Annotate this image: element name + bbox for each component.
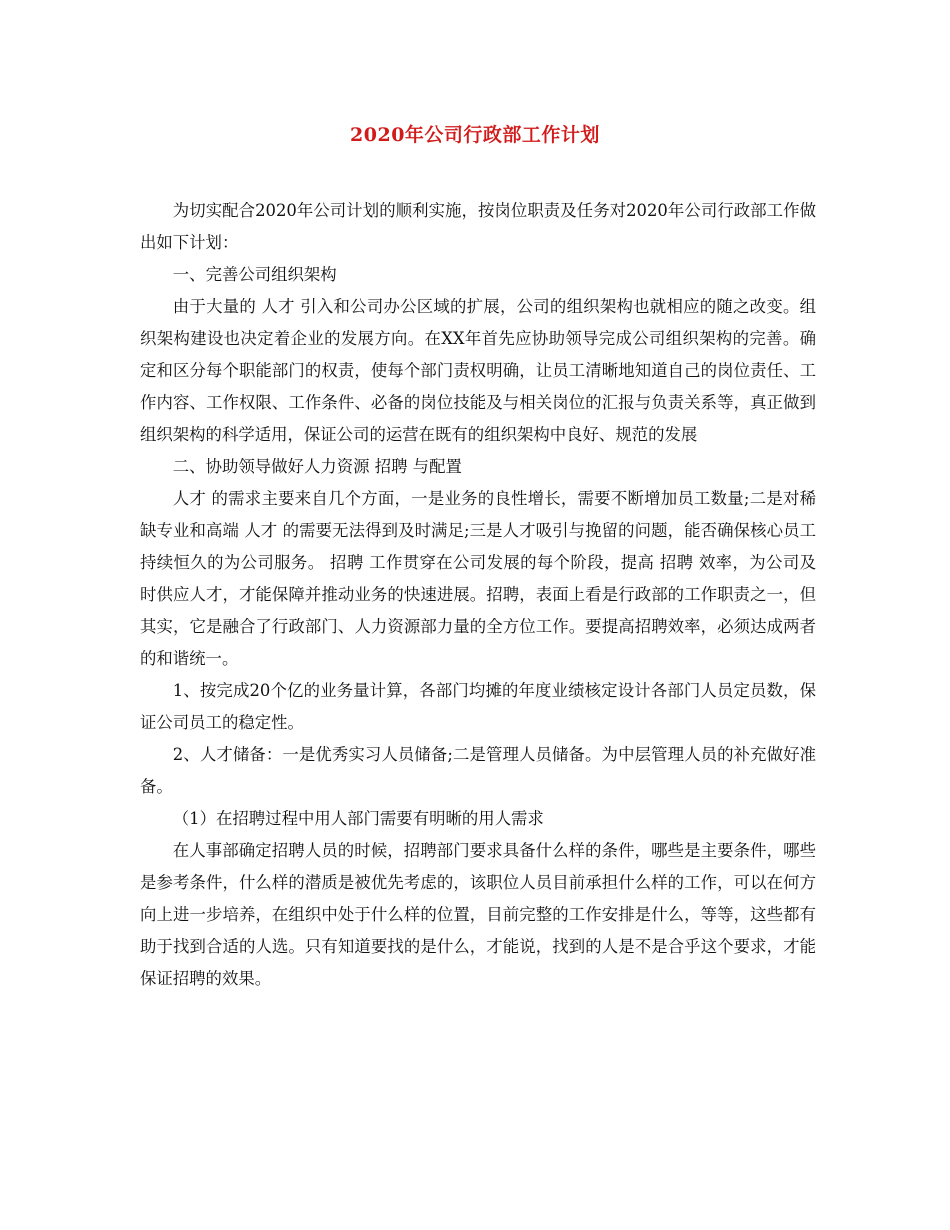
intro-paragraph: 为切实配合2020年公司计划的顺利实施，按岗位职责及任务对2020年公司行政部工作做出如下计划： — [140, 201, 816, 252]
sub-section-paragraph: 在人事部确定招聘人员的时候，招聘部门要求具备什么样的条件，哪些是主要条件，哪些是参考条件，什么样的潜质是被优先考虑的，该职位人员目前承担什么样的工作，可以在何方向上进一步培养，在组织中处于什么样的位置，目前完整的工作安排是什么，等等，这些都有助于找到合适的人选。只有知道要找的是什么，才能说，找到的人是不是合乎这个要求，才能保证招聘的效果。 — [140, 841, 816, 988]
section-heading-1: 一、完善公司组织架构 — [172, 265, 337, 284]
sub-heading-1: （1）在招聘过程中用人部门需要有明晰的用人需求 — [172, 809, 544, 828]
document-body — [140, 195, 816, 995]
list-item-1: 1、按完成20个亿的业务量计算，各部门均摊的年度业绩核定设计各部门人员定员数，保证公司员工的稳定性。 — [140, 681, 816, 732]
document-title: 2020年公司行政部工作计划 — [350, 124, 600, 146]
section-heading-2: 二、协助领导做好人力资源 招聘 与配置 — [172, 457, 462, 476]
section-2-paragraph: 人才 的需求主要来自几个方面，一是业务的良性增长，需要不断增加员工数量;二是对稀缺专业和高端 人才 的需要无法得到及时满足;三是人才吸引与挽留的问题，能否确保核心员工持续恒久的为公司服务。 招聘 工作贯穿在公司发展的每个阶段，提高 招聘 效率，为公司及时供应人才，才能保障并推动业务的快速进展。招聘，表面上看是行政部的工作职责之一，但其实，它是融合了行政部门、人力资源部力量的全方位工作。要提高招聘效率，必须达成两者的和谐统一。 — [140, 489, 816, 668]
section-1-paragraph: 由于大量的 人才 引入和公司办公区域的扩展，公司的组织架构也就相应的随之改变。组织架构建设也决定着企业的发展方向。在XX年首先应协助领导完成公司组织架构的完善。确定和区分每个职能部门的权责，使每个部门责权明确，让员工清晰地知道自己的岗位责任、工作内容、工作权限、工作条件、必备的岗位技能及与相关岗位的汇报与负责关系等，真正做到组织架构的科学适用，保证公司的运营在既有的组织架构中良好、规范的发展 — [140, 297, 816, 444]
list-item-2: 2、人才储备：一是优秀实习人员储备;二是管理人员储备。为中层管理人员的补充做好准备。 — [140, 745, 816, 796]
